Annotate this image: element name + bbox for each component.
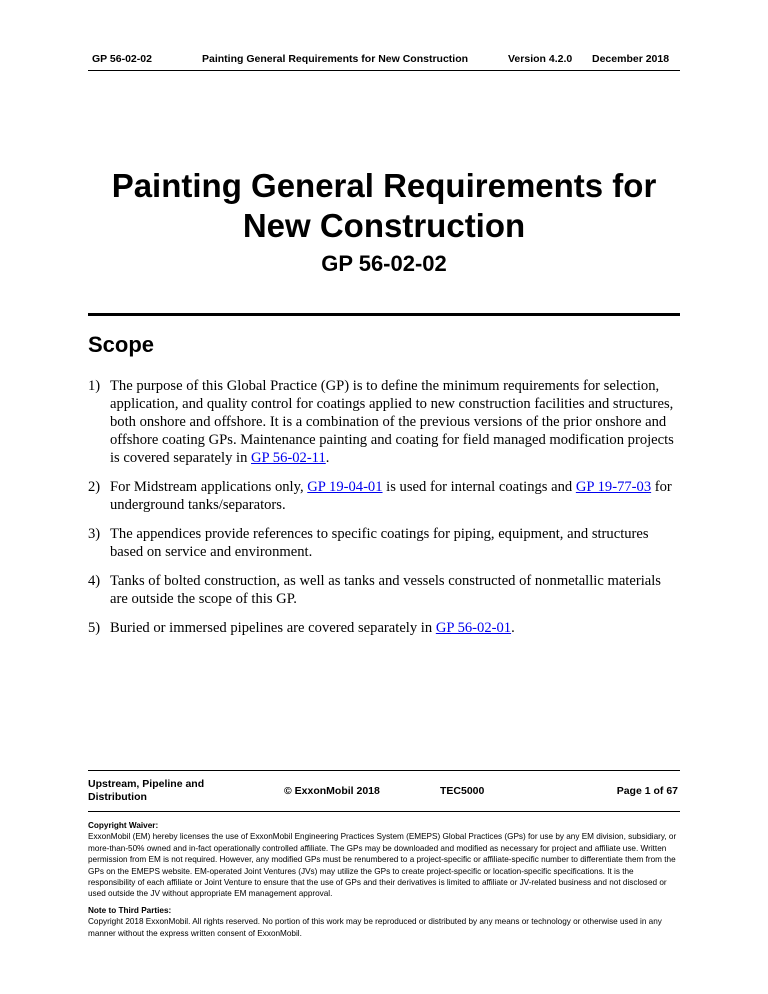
footer-top-rule [88, 770, 680, 771]
item-text: The appendices provide references to specific coatings for piping, equipment, and structures based on service and environment. [110, 526, 649, 560]
scope-list [88, 377, 680, 648]
page-footer [88, 778, 680, 806]
header-doc-title: Painting General Requirements for New Construction [202, 53, 469, 65]
item-text: Buried or immersed pipelines are covered separately in [110, 620, 436, 636]
scope-item-1 [88, 377, 680, 467]
running-header [88, 53, 678, 67]
scope-item-5 [88, 619, 680, 637]
gp-19-77-03-link[interactable]: GP 19-77-03 [575, 479, 652, 495]
scope-heading: Scope [88, 332, 155, 357]
footer-code: TEC5000 [440, 785, 485, 797]
third-parties-text: Copyright 2018 ExxonMobil. All rights reserved. No portion of this work may be reproduced or distributed by any means or technology or otherwise used in any manner without the express written consent of ExxonMobil. [88, 917, 662, 938]
copyright-waiver [88, 820, 680, 939]
waiver-heading: Copyright Waiver: [88, 821, 159, 830]
scope-item-4 [88, 572, 680, 608]
footer-copyright: © ExxonMobil 2018 [284, 785, 380, 797]
item-number: 3) [88, 526, 101, 542]
item-end: . [511, 620, 515, 636]
item-text: Tanks of bolted construction, as well as tanks and vessels constructed of nonmetallic materials are outside the scope of this GP. [110, 573, 661, 607]
document-title [88, 166, 680, 246]
title-line-2: New Construction [242, 207, 526, 244]
item-number: 4) [88, 573, 101, 589]
item-number: 2) [88, 479, 101, 495]
item-number: 1) [88, 378, 101, 394]
title-line-1: Painting General Requirements for [111, 167, 657, 204]
scope-item-2 [88, 478, 680, 514]
gp-19-04-01-link[interactable]: GP 19-04-01 [307, 479, 383, 495]
gp-56-02-01-link[interactable]: GP 56-02-01 [435, 620, 512, 636]
third-parties-heading: Note to Third Parties: [88, 905, 172, 915]
item-text: for underground tanks/separators. [110, 479, 672, 513]
document-code: GP 56-02-02 [321, 251, 447, 276]
gp-56-02-11-link[interactable]: GP 56-02-11 [251, 450, 326, 466]
footer-page-number: Page 1 of 67 [616, 785, 678, 797]
item-end: . [325, 450, 330, 466]
item-text: The purpose of this Global Practice (GP) is to define the minimum requirements for selection, application, and quality control for coatings applied to new construction facilities and structures, both onshore and offshore. It is a combination of the previous versions of the prior onshore and offshore coating GPs. Maintenance painting and coating for field managed modification projects is covered separately in [110, 378, 674, 466]
item-text: For Midstream applications only, [110, 479, 308, 495]
item-number: 5) [88, 620, 101, 636]
header-doc-number: GP 56-02-02 [92, 53, 152, 65]
title-divider [88, 313, 680, 316]
item-text: is used for internal coatings and [382, 479, 576, 495]
waiver-text: ExxonMobil (EM) hereby licenses the use of ExxonMobil Engineering Practices System (EMEPS) Global Practices (GPs) for use by any EM division, subsidiary, or more-than-50% owned and in-fact operationally controlled affiliate. The GPs may be downloaded and modified as necessary for project and affiliate use. Written permission from EM is not required. However, any modified GPs must be renumbered to a project-specific or affiliate-specific number to differentiate them from the GPs on the EMEPS website. EM-operated Joint Ventures (JVs) may utilize the GPs to create project-specific or location-specific specifications. It is the responsibility of each affiliate or Joint Venture to ensure that the use of GPs and their derivatives is limited to affiliate or JV-related business and not disclosed or used outside the JV without appropriate EM management approval. [88, 832, 677, 899]
header-date: December 2018 [592, 53, 670, 65]
header-divider [88, 70, 680, 71]
footer-bottom-rule [88, 811, 680, 812]
header-version: Version 4.2.0 [508, 53, 573, 65]
footer-organization: Upstream, Pipeline and Distribution [88, 778, 205, 803]
scope-item-3 [88, 525, 680, 561]
